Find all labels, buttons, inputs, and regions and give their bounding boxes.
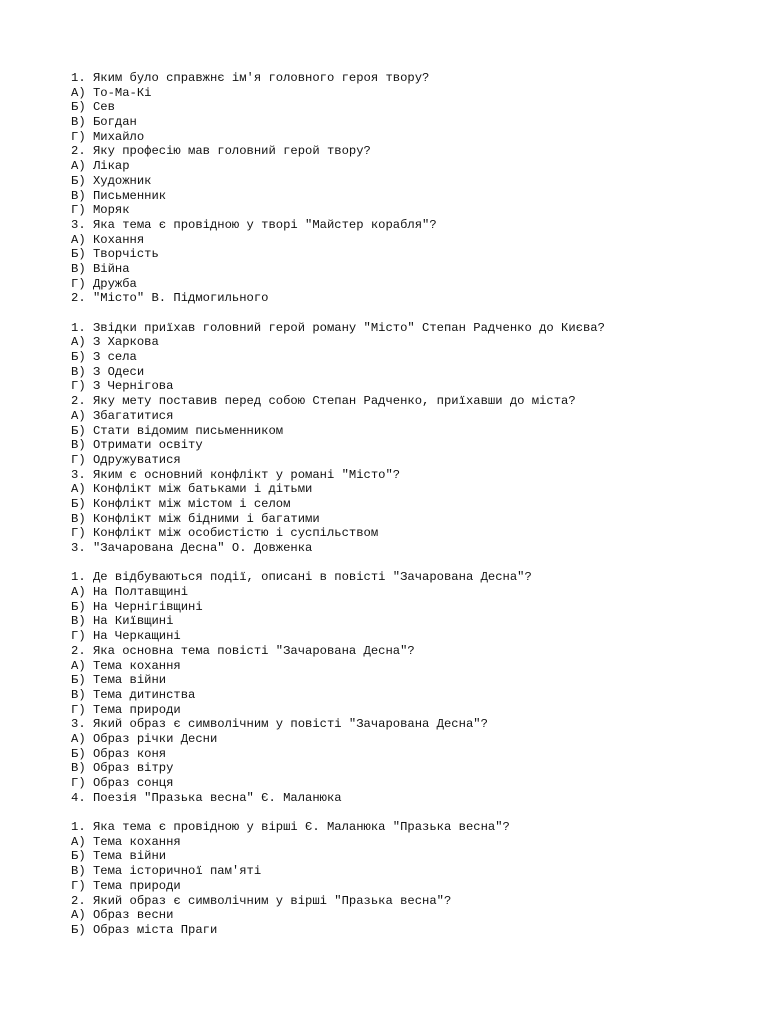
answer-option: Г) На Черкащині xyxy=(71,629,181,644)
section-3 xyxy=(71,570,751,805)
answer-option: В) З Одеси xyxy=(71,364,145,379)
answer-option: А) З Харкова xyxy=(71,335,159,350)
answer-option: В) Конфлікт між бідними і багатими xyxy=(71,511,320,526)
document-page xyxy=(71,71,751,938)
answer-option: А) Лікар xyxy=(71,159,130,174)
question-text: 1. Яким було справжнє ім'я головного героя твору? xyxy=(71,71,430,85)
answer-option: Г) Образ сонця xyxy=(71,776,174,790)
answer-option: А) На Полтавщині xyxy=(71,585,189,600)
question-text: 1. Звідки приїхав головний герой роману "Місто" Степан Радченко до Києва? xyxy=(71,320,605,335)
answer-option: Г) З Чернігова xyxy=(71,379,174,394)
question-text: 1. Яка тема є провідною у вірші Є. Маланюка "Празька весна"? xyxy=(71,820,510,835)
answer-option: Б) Творчість xyxy=(71,247,159,262)
answer-option: А) То-Ма-Кі xyxy=(71,85,152,100)
answer-option: Б) Конфлікт між містом і селом xyxy=(71,496,291,511)
section-heading: 2. "Місто" В. Підмогильного xyxy=(71,291,269,306)
answer-option: А) Тема кохання xyxy=(71,834,181,849)
answer-option: Г) Конфлікт між особистістю і суспільством xyxy=(71,526,379,541)
answer-option: Б) Стати відомим письменником xyxy=(71,423,284,438)
answer-option: А) Кохання xyxy=(71,232,145,247)
question-text: 3. Який образ є символічним у повісті "Зачарована Десна"? xyxy=(71,717,488,732)
question-text: 3. Яка тема є провідною у творі "Майстер корабля"? xyxy=(71,217,437,232)
answer-option: Б) Тема війни xyxy=(71,849,167,864)
answer-option: А) Образ річки Десни xyxy=(71,731,218,746)
question-text: 2. Яка основна тема повісті "Зачарована Десна"? xyxy=(71,643,415,658)
section-1 xyxy=(71,71,751,306)
answer-option: Б) З села xyxy=(71,350,137,365)
question-text: 2. Яку професію мав головний герой твору? xyxy=(71,144,371,159)
question-text: 3. Яким є основний конфлікт у романі "Місто"? xyxy=(71,467,401,482)
answer-option: В) Письменник xyxy=(71,188,167,203)
answer-option: В) Тема дитинства xyxy=(71,687,196,702)
answer-option: Г) Дружба xyxy=(71,276,137,291)
answer-option: В) Отримати освіту xyxy=(71,438,203,453)
section-heading: 4. Поезія "Празька весна" Є. Маланюка xyxy=(71,790,342,805)
answer-option: Г) Одружуватися xyxy=(71,452,181,467)
answer-option: А) Тема кохання xyxy=(71,658,181,673)
answer-option: А) Образ весни xyxy=(71,908,174,923)
section-heading: 3. "Зачарована Десна" О. Довженка xyxy=(71,541,313,555)
answer-option: В) Образ вітру xyxy=(71,761,174,776)
answer-option: А) Збагатитися xyxy=(71,408,174,423)
answer-option: Г) Тема природи xyxy=(71,878,181,893)
answer-option: Б) Образ міста Праги xyxy=(71,922,218,937)
section-2 xyxy=(71,321,751,556)
blank-line xyxy=(71,556,751,571)
blank-line xyxy=(71,306,751,321)
answer-option: В) Богдан xyxy=(71,115,137,130)
answer-option: Б) Образ коня xyxy=(71,746,167,761)
answer-option: Б) На Чернігівщині xyxy=(71,599,203,614)
question-text: 2. Який образ є символічним у вірші "Празька весна"? xyxy=(71,893,452,908)
answer-option: Б) Сев xyxy=(71,100,115,115)
answer-option: Г) Михайло xyxy=(71,129,145,144)
answer-option: В) Війна xyxy=(71,261,130,276)
answer-option: А) Конфлікт між батьками і дітьми xyxy=(71,482,313,497)
question-text: 2. Яку мету поставив перед собою Степан Радченко, приїхавши до міста? xyxy=(71,394,576,409)
answer-option: Г) Моряк xyxy=(71,203,130,218)
answer-option: В) Тема історичної пам'яті xyxy=(71,864,262,879)
answer-option: Б) Тема війни xyxy=(71,673,167,688)
answer-option: Г) Тема природи xyxy=(71,702,181,717)
section-4 xyxy=(71,820,751,938)
answer-option: Б) Художник xyxy=(71,173,152,188)
question-text: 1. Де відбуваються події, описані в повісті "Зачарована Десна"? xyxy=(71,570,532,585)
answer-option: В) На Київщині xyxy=(71,614,174,629)
blank-line xyxy=(71,805,751,820)
